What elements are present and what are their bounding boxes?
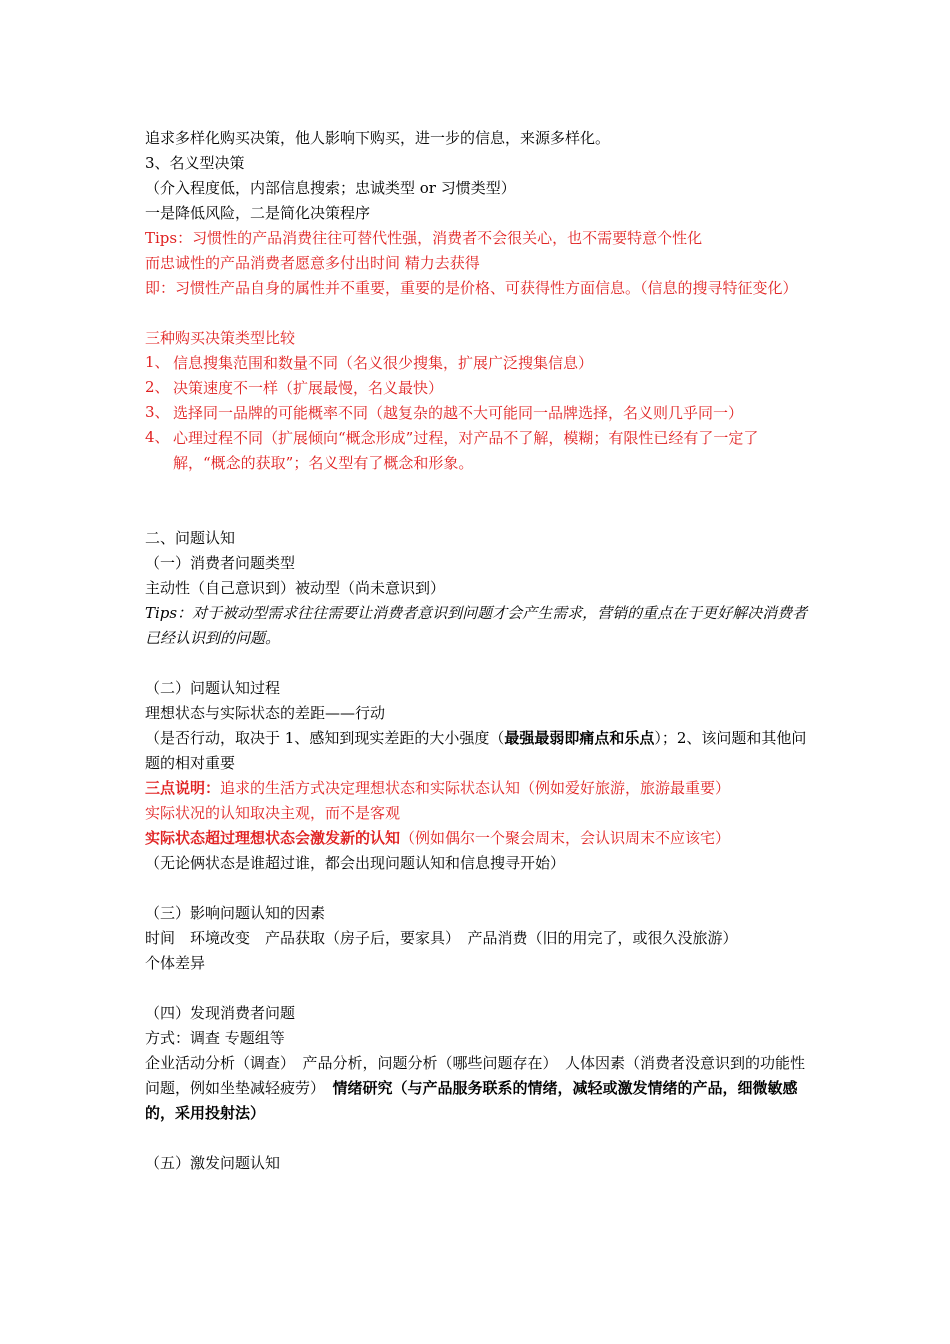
individual-difference: 个体差异 (145, 954, 206, 972)
sub-heading-factors: （三）影响问题认知的因素 (145, 904, 326, 922)
heading-nominal-decision: 3、名义型决策 (145, 154, 245, 172)
document-body (145, 126, 810, 1176)
nominal-decision-reason: 一是降低风险，二是简化决策程序 (145, 204, 371, 222)
list-text: 决策速度不一样（扩展最慢，名义最快） (173, 379, 444, 397)
nominal-decision-desc: （介入程度低，内部信息搜索；忠诚类型 or 习惯类型） (145, 179, 516, 197)
three-points-note (145, 776, 810, 801)
list-text: 选择同一品牌的可能概率不同（越复杂的越不大可能同一品牌选择，名义则几乎同一） (173, 404, 744, 422)
text-run: （是否行动，取决于 1、感知到现实差距的大小强度（ (145, 729, 505, 747)
tips-habitual: Tips：习惯性的产品消费往往可替代性强，消费者不会很关心，也不需要特意个性化 (145, 229, 703, 247)
list-number: 1、 (145, 353, 170, 371)
text-run: 企业活动分析（调查） 产品分析，问题分析（哪些问题存在） 人体因素（消费者没意识到的功能性问题，例如坐垫减轻疲劳） (145, 1054, 806, 1097)
list-number: 3、 (145, 403, 170, 421)
text-run: 追求的生活方式决定理想状态和实际状态认知（例如爱好旅游，旅游最重要） (220, 779, 731, 797)
sub-heading-trigger-recognition: （五）激发问题认知 (145, 1154, 281, 1172)
either-state-note: （无论俩状态是谁超过谁，都会出现问题认知和信息搜寻开始） (145, 854, 566, 872)
paragraph-variety-decision: 追求多样化购买决策，他人影响下购买，进一步的信息，来源多样化。 (145, 129, 611, 147)
comparison-item-1 (145, 351, 810, 376)
comparison-item-3 (145, 401, 810, 426)
sub-heading-problem-types: （一）消费者问题类型 (145, 554, 296, 572)
text-run: （例如偶尔一个聚会周末，会认识周末不应该宅） (400, 829, 731, 847)
comparison-item-2 (145, 376, 810, 401)
sub-heading-discover-problems: （四）发现消费者问题 (145, 1004, 296, 1022)
list-number: 4、 (145, 428, 170, 446)
new-recognition-note (145, 826, 810, 851)
gap-line: 理想状态与实际状态的差距——行动 (145, 704, 386, 722)
sub-heading-recognition-process: （二）问题认知过程 (145, 679, 281, 697)
list-text: 信息搜集范围和数量不同（名义很少搜集，扩展广泛搜集信息） (173, 354, 594, 372)
comparison-item-4 (145, 426, 810, 476)
tips-loyal: 而忠诚性的产品消费者愿意多付出时间 精力去获得 (145, 254, 480, 272)
tips-summary: 即：习惯性产品自身的属性并不重要，重要的是价格、可获得性方面信息。（信息的搜寻特征变化） (145, 279, 798, 297)
subjective-note: 实际状况的认知取决主观，而不是客观 (145, 804, 401, 822)
methods-line: 方式：调查 专题组等 (145, 1029, 285, 1047)
comparison-title: 三种购买决策类型比较 (145, 329, 296, 347)
bold-run: 最强最弱即痛点和乐点 (504, 729, 655, 747)
factors-line: 时间 环境改变 产品获取（房子后，要家具） 产品消费（旧的用完了，或很久没旅游） (145, 929, 738, 947)
list-number: 2、 (145, 378, 170, 396)
section-heading-problem: 二、问题认知 (145, 529, 236, 547)
bold-run: 情绪研究（与产品服务联系的情绪，减轻或激发情绪的产品，细微敏感的，采用投射法） (145, 1079, 798, 1122)
list-text: 心理过程不同（扩展倾向“概念形成”过程，对产品不了解，模糊；有限性已经有了一定了解，“概念的获取”；名义型有了概念和形象。 (173, 429, 759, 472)
analysis-line (145, 1051, 810, 1126)
tips-passive-demand: Tips：对于被动型需求往往需要让消费者意识到问题才会产生需求，营销的重点在于更好解决消费者已经认识到的问题。 (145, 604, 808, 647)
problem-types-line: 主动性（自己意识到）被动型（尚未意识到） (145, 579, 446, 597)
bold-run: 三点说明： (145, 779, 221, 797)
bold-run: 实际状态超过理想状态会激发新的认知 (145, 829, 401, 847)
action-determinants (145, 726, 810, 776)
text-run: ）；2、该问题和其他问题的相对重要 (145, 729, 807, 772)
